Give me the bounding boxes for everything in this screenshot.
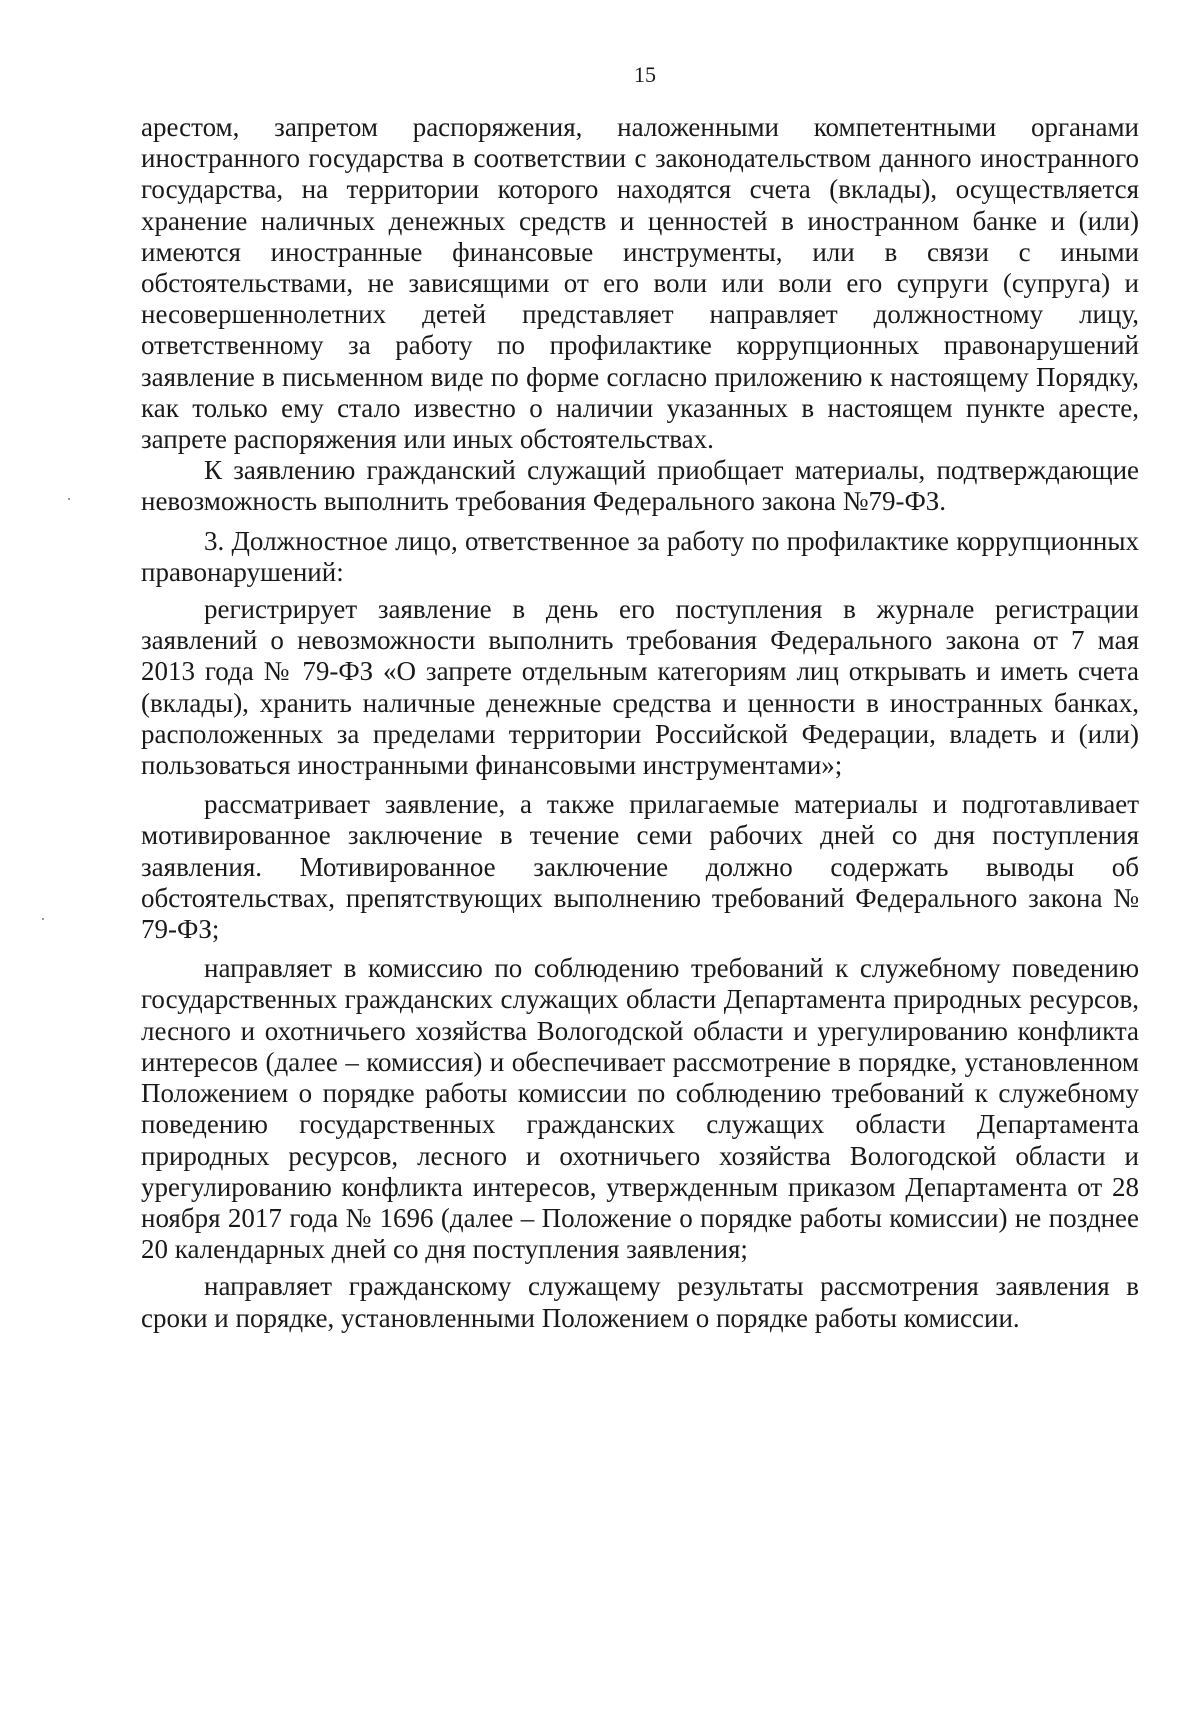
document-body [141,112,1139,1334]
paragraph-sends-commission: направляет в комиссию по соблюдению требований к служебному поведению государственных гражданских служащих области Департамента природных ресурсов, лесного и охотничьего хозяйства Вологодской области и урегулированию конфликта интересов (далее – комиссия) и обеспечивает рассмотрение в порядке, установленном Положением о порядке работы комиссии по соблюдению требований к служебному поведению государственных гражданских служащих области Департамента природных ресурсов, лесного и охотничьего хозяйства Вологодской области и урегулированию конфликта интересов, утвержденным приказом Департамента от 28 ноября 2017 года № 1696 (далее – Положение о порядке работы комиссии) не позднее 20 календарных дней со дня поступления заявления; [141,953,1139,1265]
paragraph-reviews: рассматривает заявление, а также прилагаемые материалы и подготавливает мотивированное заключение в течение семи рабочих дней со дня поступления заявления. Мотивированное заключение должно содержать выводы об обстоятельствах, препятствующих выполнению требований Федерального закона № 79-ФЗ; [141,789,1139,945]
paragraph-materials: К заявлению гражданский служащий приобщает материалы, подтверждающие невозможность выполнить требования Федерального закона №79-ФЗ. [141,455,1139,517]
scan-speck [68,498,70,500]
paragraph-registers: регистрирует заявление в день его поступления в журнале регистрации заявлений о невозможности выполнить требования Федерального закона от 7 мая 2013 года № 79-ФЗ «О запрете отдельным категориям лиц открывать и иметь счета (вклады), хранить наличные денежные средства и ценности в иностранных банках, расположенных за пределами территории Российской Федерации, владеть и (или) пользоваться иностранными финансовыми инструментами»; [141,594,1139,781]
paragraph-item-3: 3. Должностное лицо, ответственное за работу по профилактике коррупционных правонарушений: [141,525,1139,587]
page-number: 15 [634,62,656,87]
scan-speck [42,918,44,920]
paragraph-sends-results: направляет гражданскому служащему результаты рассмотрения заявления в сроки и порядке, установленными Положением о порядке работы комиссии. [141,1271,1139,1333]
paragraph-continuation: арестом, запретом распоряжения, наложенными компетентными органами иностранного государства в соответствии с законодательством данного иностранного государства, на территории которого находятся счета (вклады), осуществляется хранение наличных денежных средств и ценностей в иностранном банке и (или) имеются иностранные финансовые инструменты, или в связи с иными обстоятельствами, не зависящими от его воли или воли его супруги (супруга) и несовершеннолетних детей представляет направляет должностному лицу, ответственному за работу по профилактике коррупционных правонарушений заявление в письменном виде по форме согласно приложению к настоящему Порядку, как только ему стало известно о наличии указанных в настоящем пункте аресте, запрете распоряжения или иных обстоятельствах. [141,112,1139,455]
